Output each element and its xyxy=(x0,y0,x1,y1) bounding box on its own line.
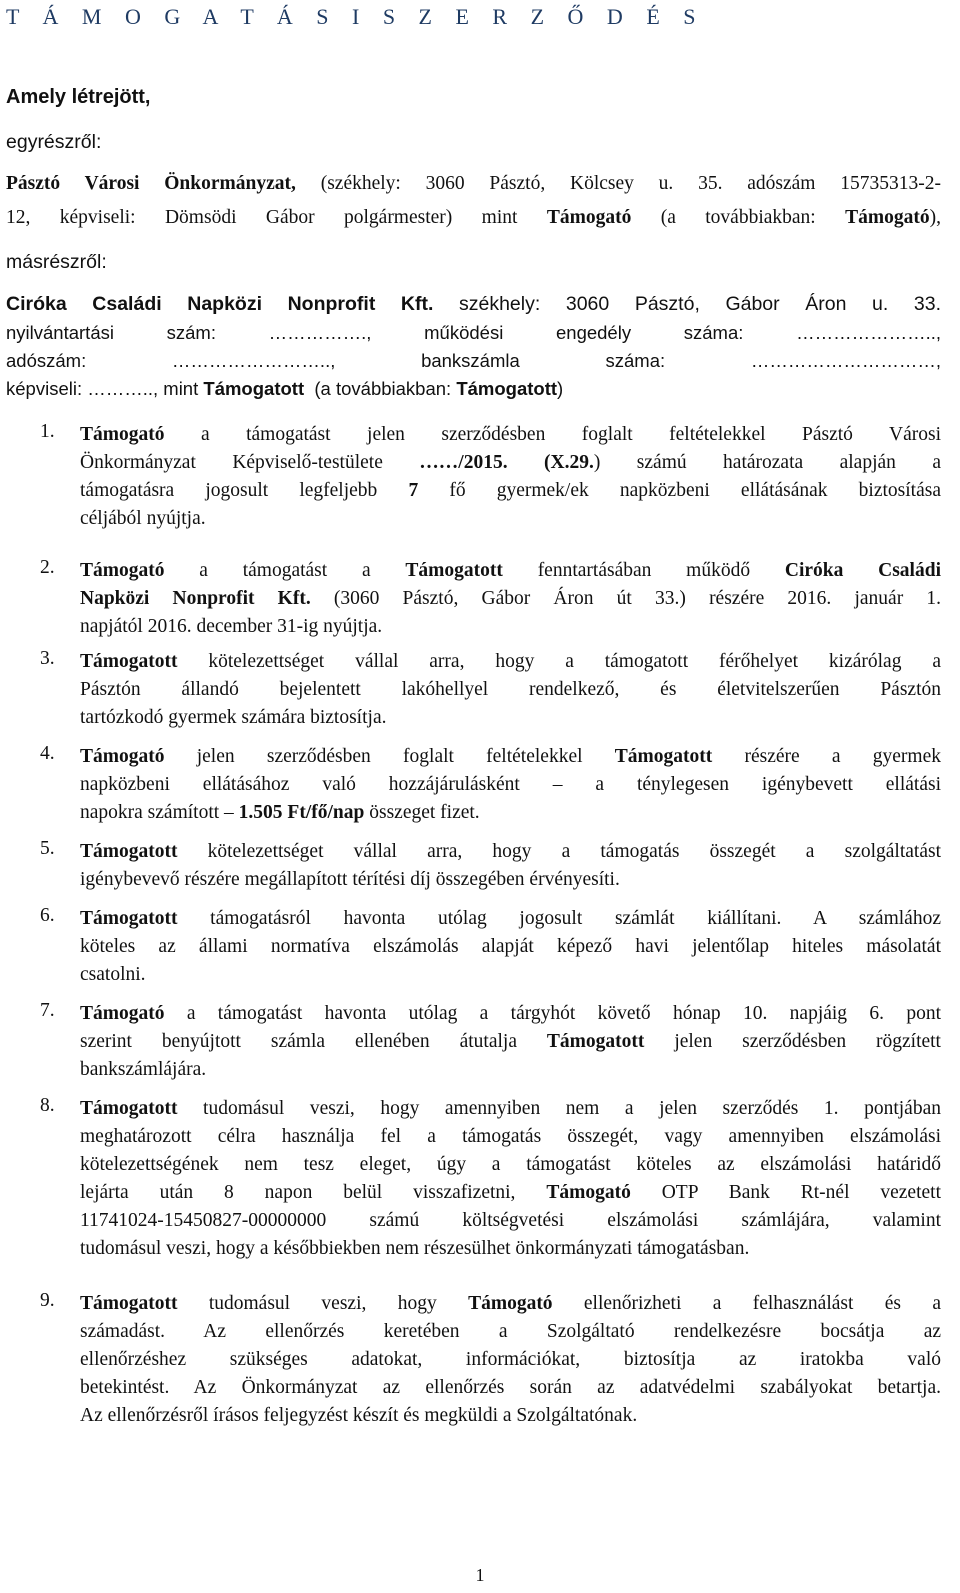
item-number: 3. xyxy=(40,648,55,669)
item-line: Támogatott támogatásról havonta utólag jogosult számlát kiállítani. A számlához xyxy=(80,908,941,929)
item-line: napközbeni ellátásához való hozzájárulásként – a ténylegesen igénybevett ellátási xyxy=(80,774,941,795)
item-line: szerint benyújtott számla ellenében átutalja Támogatott jelen szerződésben rögzített xyxy=(80,1031,941,1052)
item-line: csatolni. xyxy=(80,964,146,985)
org-tax-line: adószám: …………………….., bankszámla száma: …………………………, xyxy=(6,350,941,371)
supporter-line-2: 12, képviseli: Dömsödi Gábor polgármester) mint Támogató (a továbbiakban: Támogató), xyxy=(6,207,941,228)
item-text xyxy=(80,838,941,894)
item-line: betekintést. Az Önkormányzat az ellenőrzés során az adatvédelmi szabályokat betartja. xyxy=(80,1377,941,1398)
item-text xyxy=(80,1095,941,1263)
item-number: 1. xyxy=(40,421,55,442)
org-rep-line: képviseli: ……….., mint Támogatott (a továbbiakban: Támogatott) xyxy=(6,378,564,399)
item-line: Támogatott tudomásul veszi, hogy amennyiben nem a jelen szerződés 1. pontjában xyxy=(80,1098,941,1119)
supporter-line-1: Pásztó Városi Önkormányzat, (székhely: 3060 Pásztó, Kölcsey u. 35. adószám 15735313-2- xyxy=(6,173,942,194)
item-text xyxy=(80,421,941,533)
document-title: T Á M O G A T Á S I S Z E R Z Ő D É S xyxy=(6,4,705,29)
page-number: 1 xyxy=(475,1565,485,1585)
item-line: tudomásul veszi, hogy a későbbiekben nem részesülhet önkormányzati támogatásban. xyxy=(80,1238,750,1259)
item-line: Támogató a támogatást jelen szerződésben foglalt feltételekkel Pásztó Városi xyxy=(80,424,941,445)
side2-label: másrészről: xyxy=(6,251,107,273)
intro-created: Amely létrejött, xyxy=(6,86,151,108)
item-line: meghatározott célra használja fel a támogatás összegét, vagy amennyiben elszámolási xyxy=(80,1126,941,1147)
item-line: Pásztón állandó bejelentett lakóhellyel rendelkező, és életvitelszerűen Pásztón xyxy=(80,679,941,700)
item-line: köteles az állami normatíva elszámolás alapját képező havi jelentőlap hiteles másolatát xyxy=(80,936,941,957)
item-line: napokra számított – 1.505 Ft/fő/nap összeget fizet. xyxy=(80,802,480,823)
item-line: igénybevevő részére megállapított térítési díj összegében érvényesíti. xyxy=(80,869,620,890)
item-number: 6. xyxy=(40,905,55,926)
item-line: bankszámlájára. xyxy=(80,1059,207,1080)
item-text xyxy=(80,1290,941,1430)
item-line: számadást. Az ellenőrzés keretében a Szolgáltató rendelkezésre bocsátja az xyxy=(80,1321,941,1342)
item-line: támogatásra jogosult legfeljebb 7 fő gyermek/ek napközbeni ellátásának biztosítása xyxy=(80,480,941,501)
item-line: 11741024-15450827-00000000 számú költségvetési elszámolási számlájára, valamint xyxy=(80,1210,941,1231)
item-number: 8. xyxy=(40,1095,55,1116)
item-number: 7. xyxy=(40,1000,55,1021)
org-line-1: Ciróka Családi Napközi Nonprofit Kft. székhely: 3060 Pásztó, Gábor Áron u. 33. xyxy=(6,293,941,315)
item-text xyxy=(80,557,941,641)
item-line: Napközi Nonprofit Kft. (3060 Pásztó, Gábor Áron út 33.) részére 2016. január 1. xyxy=(80,588,942,609)
side1-label: egyrészről: xyxy=(6,131,102,153)
item-line: Támogató jelen szerződésben foglalt feltételekkel Támogatott részére a gyermek xyxy=(80,746,941,767)
item-number: 2. xyxy=(40,557,55,578)
item-line: céljából nyújtja. xyxy=(80,508,206,529)
item-line: Az ellenőrzésről írásos feljegyzést készít és megküldi a Szolgáltatónak. xyxy=(80,1405,638,1426)
item-text xyxy=(80,743,941,827)
item-number: 4. xyxy=(40,743,55,764)
item-text xyxy=(80,1000,941,1084)
item-line: ellenőrzéshez szükséges adatokat, információkat, biztosítja az iratokba való xyxy=(80,1349,941,1370)
item-line: Támogatott kötelezettséget vállal arra, hogy a támogatott férőhelyet kizárólag a xyxy=(80,651,941,672)
item-number: 9. xyxy=(40,1290,55,1311)
item-text xyxy=(80,648,941,732)
item-text xyxy=(80,905,941,989)
item-line: lejárta után 8 napon belül visszafizetni, Támogató OTP Bank Rt-nél vezetett xyxy=(80,1182,941,1203)
item-line: napjától 2016. december 31-ig nyújtja. xyxy=(80,616,383,637)
item-line: tartózkodó gyermek számára biztosítja. xyxy=(80,707,387,728)
item-line: Támogató a támogatást a Támogatott fenntartásában működő Ciróka Családi xyxy=(80,560,941,581)
item-line: Támogató a támogatást havonta utólag a tárgyhót követő hónap 10. napjáig 6. pont xyxy=(80,1003,941,1024)
item-number: 5. xyxy=(40,838,55,859)
item-line: kötelezettségének nem tesz eleget, úgy a támogatást köteles az elszámolási határidő xyxy=(80,1154,941,1175)
org-reg-line: nyilvántartási szám: ……………., működési engedély száma: ………………….., xyxy=(6,322,941,343)
item-line: Támogatott tudomásul veszi, hogy Támogató ellenőrizheti a felhasználást és a xyxy=(80,1293,941,1314)
item-line: Támogatott kötelezettséget vállal arra, hogy a támogatás összegét a szolgáltatást xyxy=(80,841,941,862)
item-line: Önkormányzat Képviselő-testülete ……/2015. (X.29.) számú határozata alapján a xyxy=(80,452,941,473)
